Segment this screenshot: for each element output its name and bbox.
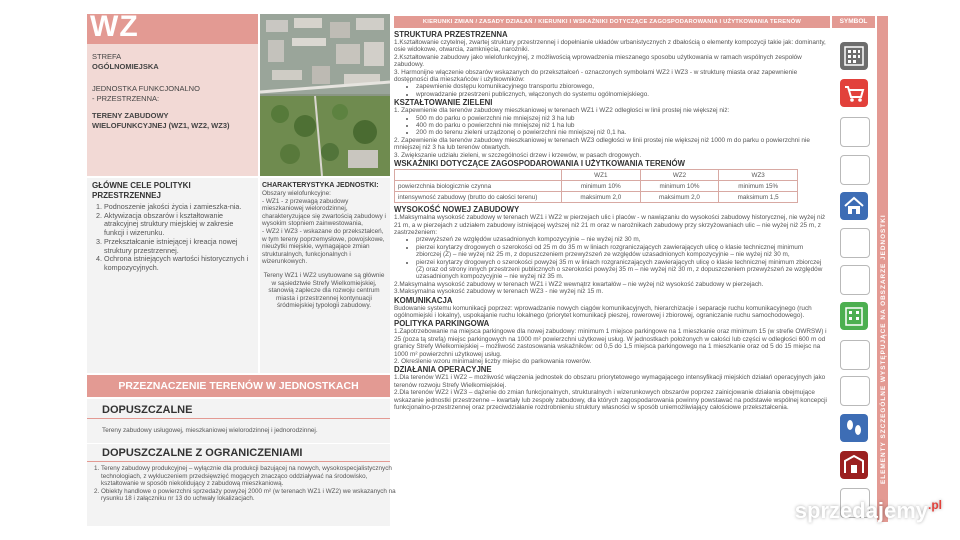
green-item-3: 3. Zwiększanie udziału zieleni, w szczególności drzew i krzewów, w pasach drogowych. <box>394 151 642 159</box>
table-header-row <box>395 170 798 181</box>
communication-title: KOMUNIKACJA <box>394 295 453 305</box>
char-text-1: Obszary wielofunkcyjne: <box>262 190 331 197</box>
allowed-divider <box>87 418 390 419</box>
footprints-icon <box>840 414 868 442</box>
list-item: • wprowadzanie przestrzeni publicznych, włączonych do systemu ogólnomiejskiego. <box>416 91 830 98</box>
green-item-2: 2. Zapewnienie dla terenów zabudowy mieszkaniowej w terenach WZ3 odległości w linii prostej nie większej niż 1000 m do parku o powierzchni nie mniejszej niż 3 ha lub terenów otwartych. <box>394 136 810 152</box>
list-item: 3. Przekształcanie istniejącej i kreacja nowej struktury przestrzennej. <box>104 238 254 255</box>
structure-item-3: 3. Harmonijne włączenie obszarów wskazanych do przekształceń - oznaczonych symbolami WZ2 i WZ3 - w strukturę miasta oraz zapewnienie dostępności dla mieszkańców i użytkowników: <box>394 68 798 84</box>
unit-label-1: JEDNOSTKA FUNKCJONALNO <box>92 84 200 93</box>
parking-title: POLITYKA PARKINGOWA <box>394 319 490 329</box>
height-section <box>394 214 830 295</box>
aerial-photo-illustration <box>260 14 390 176</box>
indicators-table <box>394 169 798 203</box>
structure-sublist <box>394 83 830 98</box>
unit-name-2: WIELOFUNKCYJNEJ (WZ1, WZ2, WZ3) <box>92 121 230 130</box>
limited-divider <box>87 461 390 462</box>
directions-content <box>394 30 830 411</box>
green-item-1: 1. Zapewnienie dla terenów zabudowy mieszkaniowej w terenach WZ1 i WZ2 odległości w linii prostej nie większej niż: <box>394 107 730 115</box>
list-item: 2. Aktywizacja obszarów i kształtowanie atrakcyjnej struktury miejskiej w zakresie funkcji i wizerunku. <box>104 212 254 238</box>
height-item-2: 2.Maksymalna wysokość zabudowy w terenach WZ1 i WZ2 wewnątrz kwartałów – nie wyżej niż wysokość zabudowy w pierzejach. <box>394 280 764 288</box>
table-row <box>395 181 798 192</box>
indicators-title: WSKAŹNIKI DOTYCZĄCE ZAGOSPODAROWANIA I UŻYTKOWANIA TERENÓW <box>394 159 685 169</box>
operations-item-2: 2.Dla terenów WZ2 i WZ3 – dążenie do zmian funkcjonalnych, strukturalnych i wizerunkowych obszarów poprzez zainicjowanie działania obejmujące wskazanie jednostki przestrzenne – kwartały lub zespoły zabudowy, dla których zagospodarowania powinny powstawać na podstawie wspólnej koncepcji funkcjonalno-przestrzennej oraz przeciwdziałanie rozdrobnieniu struktury własności w sposób uniemożliwiający całościowe przekształcenia. <box>394 389 827 412</box>
table-cell: maksimum 2,0 <box>562 192 641 203</box>
list-item: 2. Obiekty handlowe o powierzchni sprzedaży powyżej 2000 m² (w terenach WZ1 i WZ2) we wskazanych na rysunku 18 i załączniku nr 13 do uchwały lokalizacjach. <box>101 488 401 503</box>
char-text-2: - WZ1 - z przewagą zabudowy mieszkaniowej wielorodzinnej, charakteryzujące się zwartością zabudowy i wysokim stopniem zainwestowania, <box>262 197 386 228</box>
empty-slot-icon <box>840 265 870 295</box>
parking-item-2: 2. Określenie wzoru minimalnej liczby miejsc do parkowania rowerów. <box>394 358 592 365</box>
empty-slot-icon <box>840 155 870 185</box>
unit-label-2: - PRZESTRZENNA: <box>92 94 160 103</box>
characteristics-title: CHARAKTERYSTYKA JEDNOSTKI: <box>262 182 379 189</box>
parking-item-1: 1.Zapotrzebowanie na miejsca parkingowe dla nowej zabudowy: minimum 1 miejsce parkingowe na 1 mieszkanie oraz minimum 15 (w strefie OWRSW) i 25 (poza tą strefą) miejsc parkingowych na 1000 m² powierzchni użytkowej usług. W jednostkach położonych w całości lub części w odległości 600 m od granicy Strefy Wielkomiejskiej – możliwość zastosowania wskaźników: od 0,5 do 1,5 miejsca parkingowego na 1 mieszkanie oraz od 5 do 15 miejsc na 1000 m² powierzchni użytkowej usług. <box>394 328 827 358</box>
char-text-3: - WZ2 i WZ3 - wskazane do przekształceń, w tym tereny poprzemysłowe, powojskowe, nieużytki miejskie, wymagające zmian strukturalnych, funkcjonalnych i wizerunkowych. <box>262 227 385 266</box>
aerial-photo <box>260 14 390 176</box>
structure-section <box>394 39 830 98</box>
empty-slot-icon <box>840 117 870 147</box>
table-cell: minimum 10% <box>562 181 641 192</box>
watermark-suffix: .pl <box>928 498 942 512</box>
green-sublist <box>394 115 830 137</box>
allowed-title: DOPUSZCZALNE <box>102 404 193 416</box>
green-building-icon <box>840 302 868 330</box>
building-grid-icon <box>840 42 868 70</box>
green-section <box>394 107 830 159</box>
symbol-header: SYMBOL <box>832 16 875 28</box>
table-header-cell <box>395 170 562 181</box>
empty-slot-icon <box>840 376 870 406</box>
list-item: • pierzei korytarzy drogowych o szerokości od 25 m do 35 m w liniach rozgraniczających zawierających ulicę o klasie technicznej minimum zbiorczej (Z) – nie wyżej niż 25 m, z dopuszczeniem przewyższeń ze względów uzasadnionych kompozycyjnie – nie wyżej niż 30 m, <box>416 244 830 259</box>
limited-title: DOPUSZCZALNE Z OGRANICZENIAMI <box>102 447 303 459</box>
parking-section <box>394 328 830 365</box>
side-label-svg <box>877 16 888 522</box>
side-label: ELEMENTY SZCZEGÓLNE WYSTĘPUJĄCE NA OBSZARZE JEDNOSTKI <box>880 214 887 484</box>
list-item: • zapewnienie dostępu komunikacyjnego transportu zbiorowego, <box>416 83 830 90</box>
table-header-cell: WZ3 <box>719 170 798 181</box>
allowed-text: Tereny zabudowy usługowej, mieszkaniowej wielorodzinnej i jednorodzinnej. <box>102 427 318 434</box>
list-item: • 200 m do terenu zieleni urządzonej o powierzchni nie mniejszej niż 0,1 ha. <box>416 129 830 136</box>
list-item: 1. Tereny zabudowy produkcyjnej – wyłącznie dla produkcji bazującej na nowych, wysokospecjalistycznych technologiach, z wykluczeniem przedsięwzięć mogących znacząco oddziaływać na środowisko, kształtowanie w sposób niekolidujący z zabudową mieszkaniową. <box>101 465 401 488</box>
zone-label: STREFA <box>92 52 122 61</box>
house-icon <box>840 192 868 220</box>
structure-title: STRUKTURA PRZESTRZENNA <box>394 30 508 39</box>
height-item-1: 1.Maksymalna wysokość zabudowy w terenach WZ1 i WZ2 w pierzejach ulic i placów - w nawiązaniu do wysokości zabudowy historycznej, nie wyżej niż 21 m, a w pierzejach z udziałem zabudowy istniejącej wyższej niż 21 m oraz w narożnikach zabudowy przy skrzyżowaniach ulic – nie wyżej niż 25 m, z zastrzeżeniem: <box>394 214 826 236</box>
table-header-cell: WZ2 <box>640 170 719 181</box>
zone-code: WZ <box>90 10 139 43</box>
table-cell: maksimum 1,5 <box>719 192 798 203</box>
operations-section <box>394 374 830 411</box>
zone-name: OGÓLNOMIEJSKA <box>92 62 159 71</box>
goals-title: GŁÓWNE CELE POLITYKI PRZESTRZENNEJ <box>92 181 191 200</box>
land-use-banner: PRZEZNACZENIE TERENÓW W JEDNOSTKACH <box>87 375 390 397</box>
height-sublist <box>394 236 830 280</box>
table-cell: minimum 15% <box>719 181 798 192</box>
structure-item-2: 2.Kształtowanie zabudowy jako wielofunkcyjnej, z możliwością wprowadzenia mieszanego sposobu użytkowania w ramach wspólnych zespołów zabudowy. <box>394 53 802 69</box>
characteristics-text <box>262 190 386 310</box>
limited-list <box>89 465 401 503</box>
unit-name-1: TERENY ZABUDOWY <box>92 111 169 120</box>
table-cell: maksimum 2,0 <box>640 192 719 203</box>
char-text-4: Tereny WZ1 i WZ2 usytuowane są głównie w sąsiedztwie Strefy Wielkomiejskiej, stanowią zaplecze dla rozwoju centrum miasta i przestrzennej kontynuacji śródmiejskiej typologii zabudowy. <box>263 271 385 310</box>
goals-list <box>92 203 254 273</box>
list-item: • 400 m do parku o powierzchni nie mniejszej niż 1 ha lub <box>416 122 830 129</box>
height-item-3: 3.Maksymalna wysokość zabudowy w terenach WZ3 - nie wyżej niż 15 m. <box>394 288 604 296</box>
table-header-cell: WZ1 <box>562 170 641 181</box>
list-item: • przewyższeń ze względów uzasadnionych kompozycyjnie – nie wyżej niż 30 m, <box>416 236 830 243</box>
watermark-brand: sprzedajemy <box>794 498 928 523</box>
height-title: WYSOKOŚĆ NOWEJ ZABUDOWY <box>394 205 520 215</box>
table-cell: minimum 10% <box>640 181 719 192</box>
operations-title: DZIAŁANIA OPERACYJNE <box>394 365 492 375</box>
gate-icon <box>840 451 868 479</box>
list-item: 4. Ochrona istniejących wartości historycznych i kompozycyjnych. <box>104 255 254 272</box>
list-item: 1. Podnoszenie jakości życia i zamieszka-nia. <box>104 203 254 212</box>
cart-icon <box>840 79 868 107</box>
table-row <box>395 192 798 203</box>
communication-text: Budowanie systemu komunikacji poprzez: wprowadzanie nowych ciągów komunikacyjnych, hierarchizacje i separacje ruchu komunikacyjnego (ruch ogólnomiejski i lokalny), uspokajanie ruchu lokalnego (priorytet komunikacji pieszej, rowerowej i zbiorowej, ograniczanie ruchu samochodowego). <box>394 304 812 319</box>
table-cell: powierzchnia biologicznie czynna <box>395 181 562 192</box>
watermark <box>795 498 942 524</box>
operations-item-1: 1.Dla terenów WZ1 i WZ2 – możliwość włączenia jednostek do obszaru priorytetowego wymagającego intensyfikacji miejskich działań operacyjnych jako terenów rozwoju Strefy Wielkomiejskiej. <box>394 374 826 389</box>
green-title: KSZTAŁTOWANIE ZIELENI <box>394 98 493 108</box>
list-item: • pierzei korytarzy drogowych o szerokości powyżej 35 m w liniach rozgraniczających zawierających ulicę o klasie technicznej minimum zbiorczej (Z) oraz od strony innych przestrzeni publicznych o szerokości powyżej 35 m – nie wyżej niż 30 m, z dopuszczeniem przewyższeń ze względów uzasadnionych kompozycyjnie – nie wyżej niż 35 m. <box>416 259 830 281</box>
directions-header: KIERUNKI ZMIAN / ZASADY DZIAŁAŃ / KIERUNKI I WSKAŹNIKI DOTYCZĄCE ZAGOSPODAROWANIA I UŻYTKOWANIA TERENÓW <box>394 16 830 28</box>
empty-slot-icon <box>840 340 870 370</box>
structure-item-1: 1.Kształtowanie czytelnej, zwartej struktury przestrzennej i dopełnianie układów urbanistycznych z dbałością o elementy kompozycji takie jak: dominanty, osie widokowe, otwarcia, zamknięcia, narożniki. <box>394 39 826 54</box>
list-item: • 500 m do parku o powierzchni nie mniejszej niż 3 ha lub <box>416 115 830 122</box>
table-cell: intensywność zabudowy (brutto do całości terenu) <box>395 192 562 203</box>
empty-slot-icon <box>840 228 870 258</box>
